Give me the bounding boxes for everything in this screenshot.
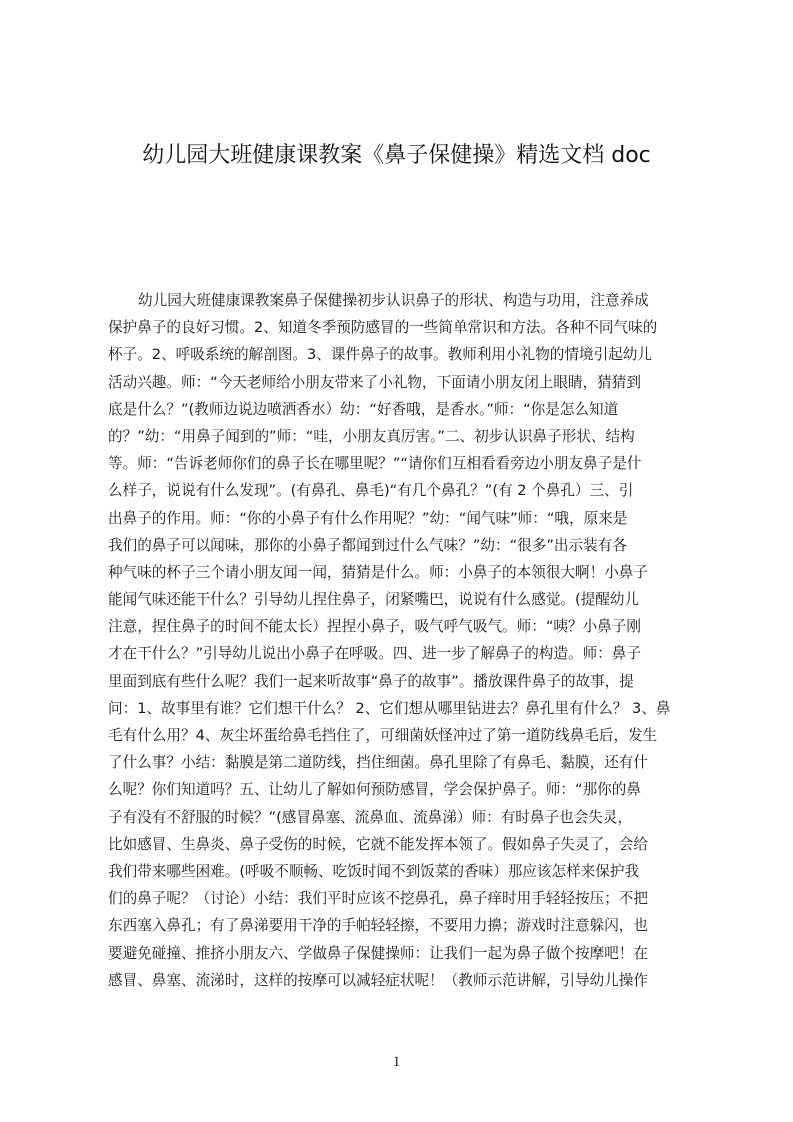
body-line: 么样子，说说有什么发现”。(有鼻孔、鼻毛)“有几个鼻孔？”(有 2 个鼻孔）三、引 — [108, 482, 634, 500]
document-body — [108, 287, 698, 994]
body-line: 活动兴趣。师：“今天老师给小朋友带来了小礼物，下面请小朋友闭上眼睛，猜猜到 — [108, 373, 641, 391]
body-line: 的？”幼：“用鼻子闻到的”师：“哇，小朋友真厉害。”二、初步认识鼻子形状、结构 — [108, 427, 635, 445]
body-line: 才在干什么？”引导幼儿说出小鼻子在呼吸。四、进一步了解鼻子的构造。师：鼻子 — [108, 645, 641, 663]
body-line: 我们带来哪些困难。(呼吸不顺畅、吃饭时闻不到饭菜的香味）那应该怎样来保护我 — [108, 862, 640, 880]
body-line: 比如感冒、生鼻炎、鼻子受伤的时候，它就不能发挥本领了。假如鼻子失灵了，会给 — [108, 835, 648, 853]
body-line: 东西塞入鼻孔；有了鼻涕要用干净的手帕轻轻擦，不要用力擤；游戏时注意躲闪，也 — [108, 917, 648, 935]
body-line: 子有没有不舒服的时候？”(感冒鼻塞、流鼻血、流鼻涕）师：有时鼻子也会失灵， — [108, 808, 633, 826]
body-line: 里面到底有些什么呢？我们一起来听故事“鼻子的故事”。播放课件鼻子的故事，提 — [108, 672, 634, 690]
body-line: 能闻气味还能干什么？引导幼儿捏住鼻子，闭紧嘴巴，说说有什么感觉。(提醒幼儿 — [108, 591, 640, 609]
body-line: 幼儿园大班健康课教案鼻子保健操初步认识鼻子的形状、构造与功用，注意养成 — [138, 292, 649, 309]
body-line: 毛有什么用？4、灰尘坏蛋给鼻毛挡住了，可细菌妖怪冲过了第一道防线鼻毛后，发生 — [108, 727, 658, 744]
page-number: 1 — [392, 1054, 401, 1070]
body-line: 感冒、鼻塞、流涕时，这样的按摩可以减轻症状呢！（教师示范讲解，引导幼儿操作 — [108, 971, 648, 989]
body-line: 我们的鼻子可以闻味，那你的小鼻子都闻到过什么气味？”幼：“很多”出示装有各 — [108, 536, 627, 554]
body-line: 了什么事？小结：黏膜是第二道防线，挡住细菌。鼻孔里除了有鼻毛、黏膜，还有什 — [108, 754, 648, 772]
body-line: 们的鼻子呢？（讨论）小结：我们平时应该不挖鼻孔，鼻子痒时用手轻轻按压；不把 — [108, 890, 648, 908]
body-line: 保护鼻子的良好习惯。2、知道冬季预防感冒的一些简单常识和方法。各种不同气味的 — [108, 319, 658, 337]
body-line: 种气味的杯子三个请小朋友闻一闻，猜猜是什么。师：小鼻子的本领很大啊！小鼻子 — [108, 563, 648, 581]
body-line: 问：1、故事里有谁？它们想干什么？ 2、它们想从哪里钻进去？鼻孔里有什么？ 3、鼻 — [108, 699, 671, 717]
body-line: 底是什么？”(教师边说边喷洒香水）幼：“好香哦，是香水。”师：“你是怎么知道 — [108, 400, 619, 418]
body-line: 么呢？你们知道吗？五、让幼儿了解如何预防感冒，学会保护鼻子。师：“那你的鼻 — [108, 781, 641, 799]
body-line: 杯子。2、呼吸系统的解剖图。3、课件鼻子的故事。教师利用小礼物的情境引起幼儿 — [108, 346, 652, 364]
body-line: 出鼻子的作用。师：“你的小鼻子有什么作用呢？”幼：“闻气味”师：“哦，原来是 — [108, 509, 628, 527]
document-title: 幼儿园大班健康课教案《鼻子保健操》精选文档 doc — [142, 143, 651, 168]
body-line: 等。师：“告诉老师你们的鼻子长在哪里呢？”“请你们互相看看旁边小朋友鼻子是什 — [108, 455, 642, 473]
body-line: 注意，捏住鼻子的时间不能太长）捏捏小鼻子，吸气呼气吸气。师：“咦？小鼻子刚 — [108, 618, 641, 636]
body-line: 要避免碰撞、推挤小朋友六、学做鼻子保健操师：让我们一起为鼻子做个按摩吧！在 — [108, 944, 648, 962]
